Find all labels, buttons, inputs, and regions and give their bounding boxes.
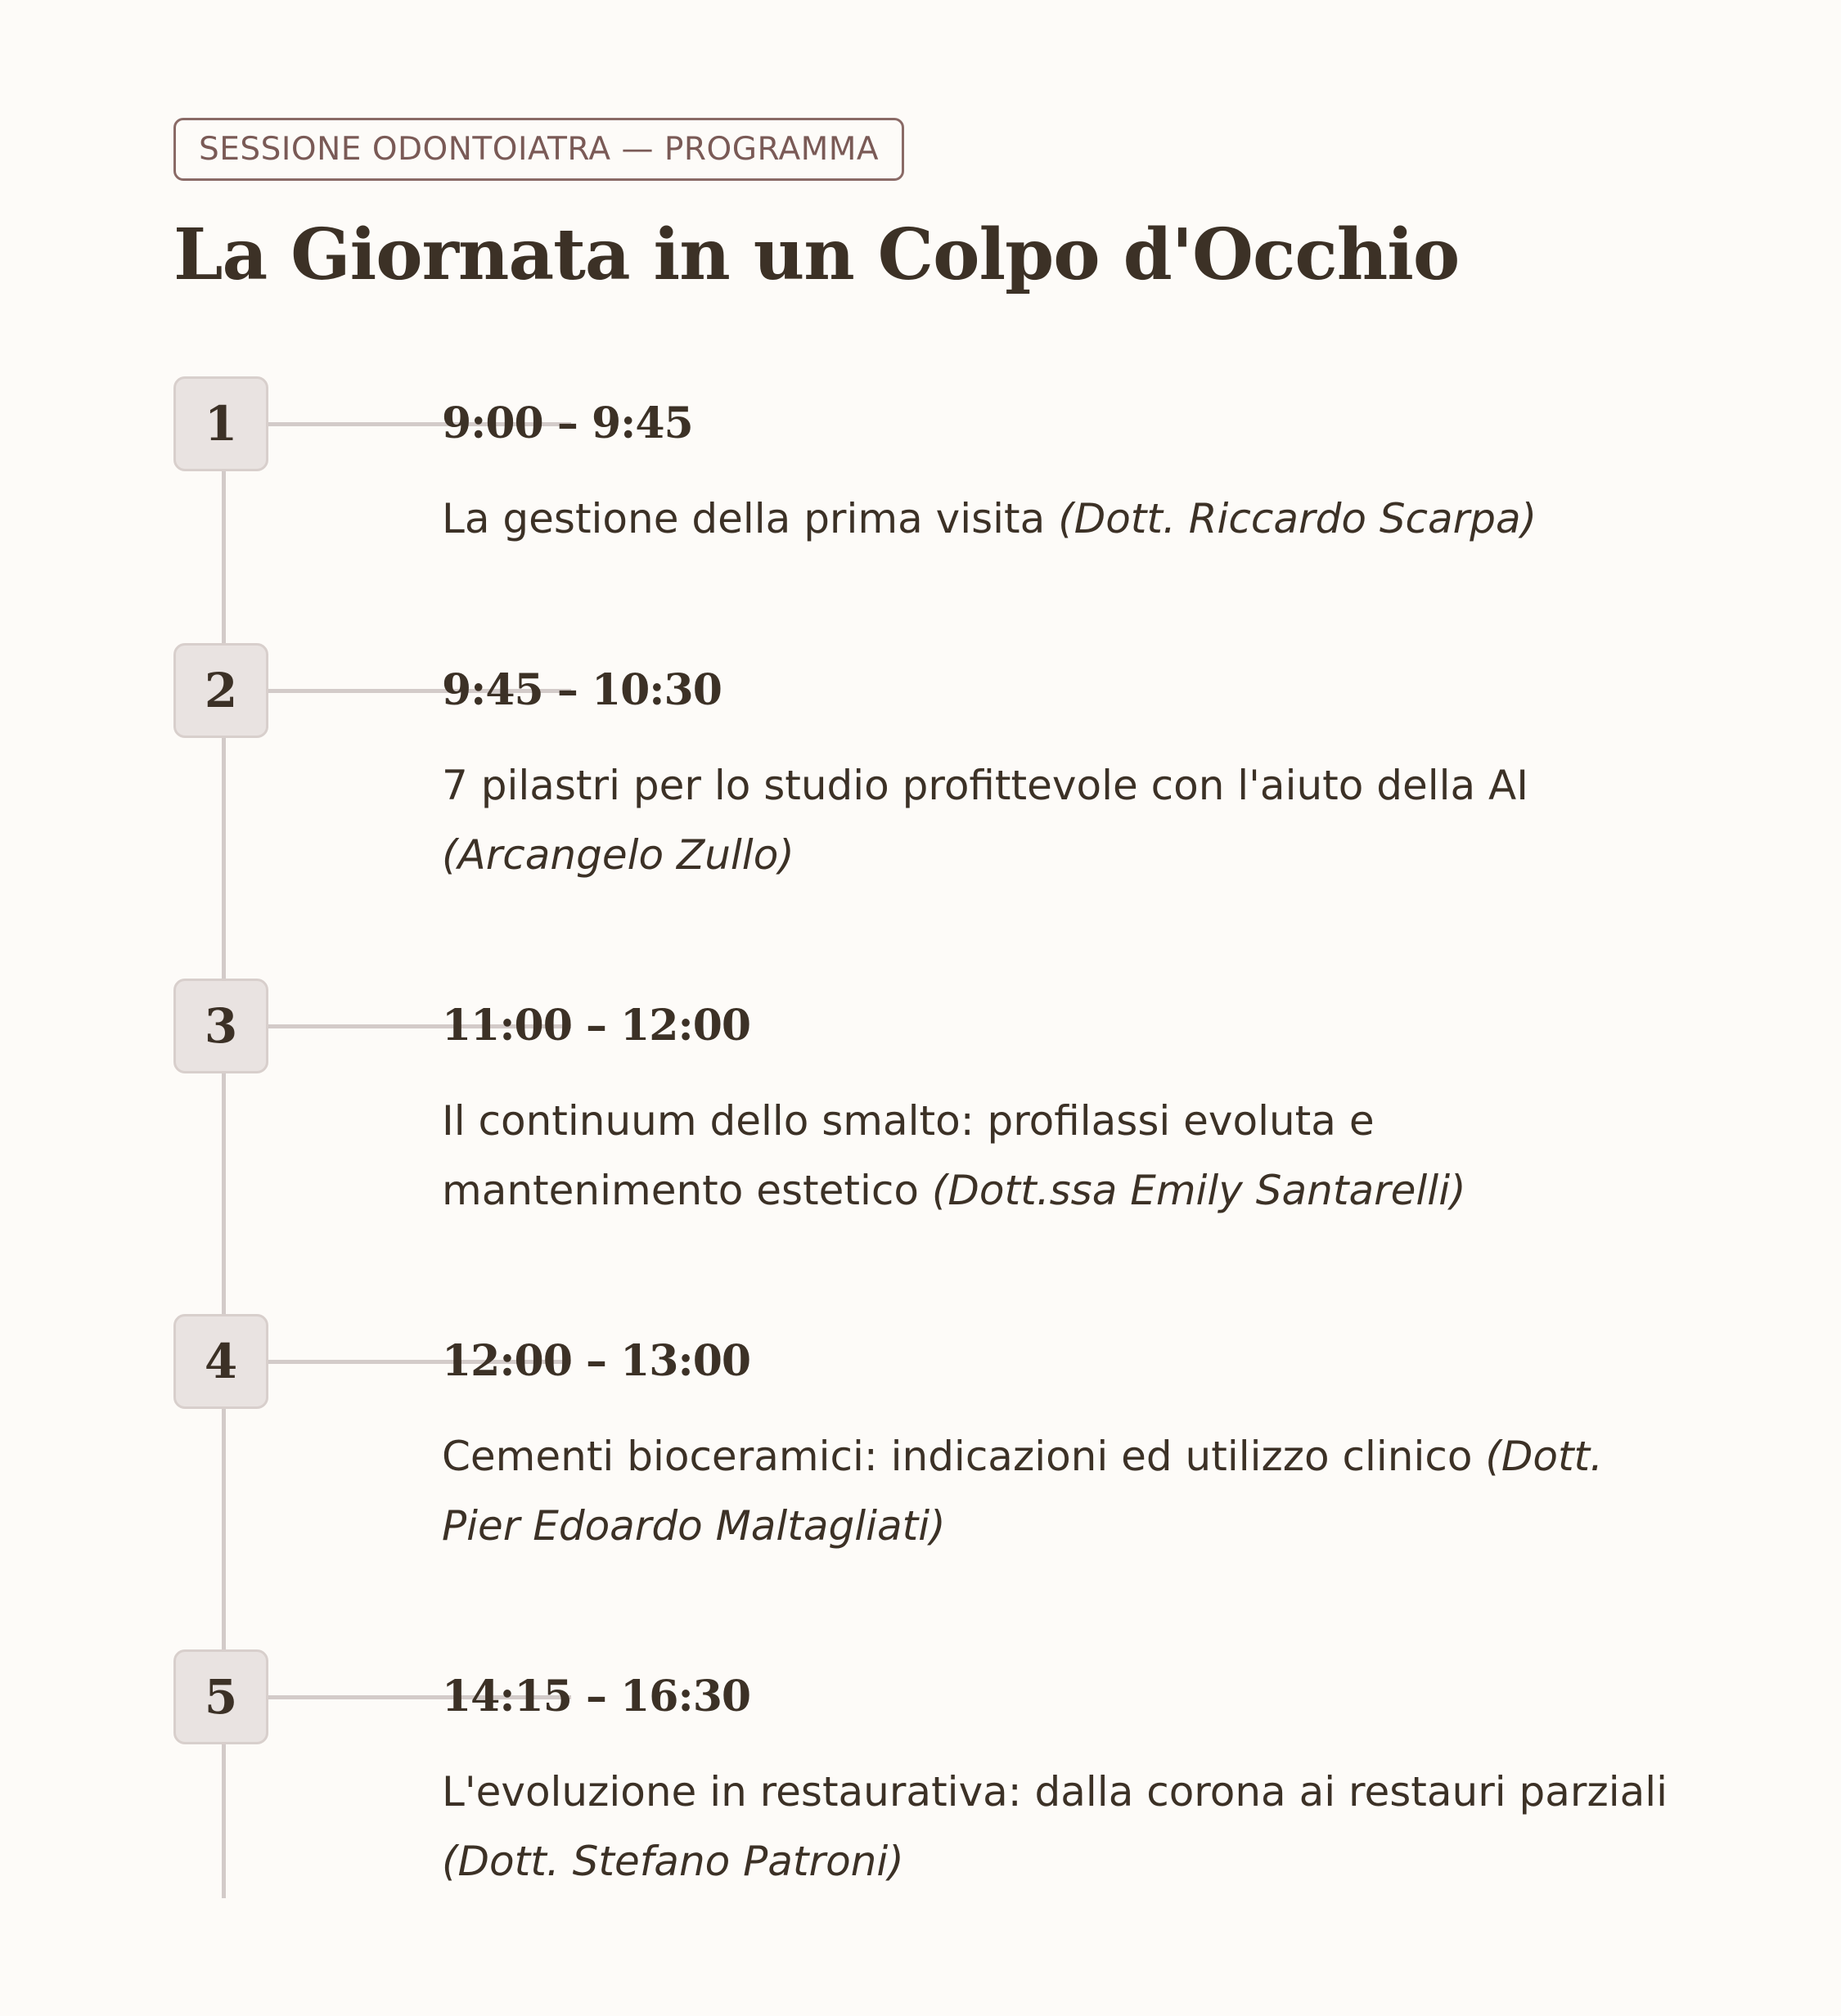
session-number-badge: 4 (173, 1314, 268, 1409)
session-time: 9:00 – 9:45 (442, 398, 693, 448)
schedule-timeline (173, 376, 1728, 1996)
session-description (442, 1087, 1669, 1226)
session-description (442, 1422, 1669, 1561)
session-topic: 7 pilastri per lo studio profittevole con l'aiuto della AI (442, 762, 1529, 809)
session-description (442, 751, 1669, 890)
session-speaker: (Dott. Pier Edoardo Maltagliati) (442, 1433, 1604, 1550)
session-speaker: (Dott.ssa Emily Santarelli) (931, 1167, 1466, 1214)
session-description (442, 484, 1669, 554)
session-topic: La gestione della prima visita (442, 495, 1046, 542)
session-description (442, 1757, 1669, 1897)
session-number-badge: 2 (173, 643, 268, 738)
program-page (173, 118, 1728, 1885)
session-speaker: (Dott. Riccardo Scarpa) (1058, 495, 1537, 542)
session-topic: Il continuum dello smalto: profilassi evoluta e mantenimento estetico (442, 1097, 1375, 1214)
session-time: 11:00 – 12:00 (442, 1001, 751, 1051)
section-eyebrow: SESSIONE ODONTOIATRA — PROGRAMMA (173, 118, 904, 181)
session-number-badge: 3 (173, 979, 268, 1073)
session-topic: L'evoluzione in restaurativa: dalla corona ai restauri parziali (442, 1768, 1668, 1816)
session-number-badge: 5 (173, 1649, 268, 1744)
session-speaker: (Dott. Stefano Patroni) (442, 1838, 904, 1885)
session-time: 12:00 – 13:00 (442, 1336, 751, 1386)
session-speaker: (Arcangelo Zullo) (442, 831, 794, 879)
session-time: 9:45 – 10:30 (442, 665, 722, 715)
page-title: La Giornata in un Colpo d'Occhio (173, 214, 1460, 296)
session-topic: Cementi bioceramici: indicazioni ed utilizzo clinico (442, 1433, 1473, 1480)
session-time: 14:15 – 16:30 (442, 1672, 751, 1721)
session-number-badge: 1 (173, 376, 268, 471)
